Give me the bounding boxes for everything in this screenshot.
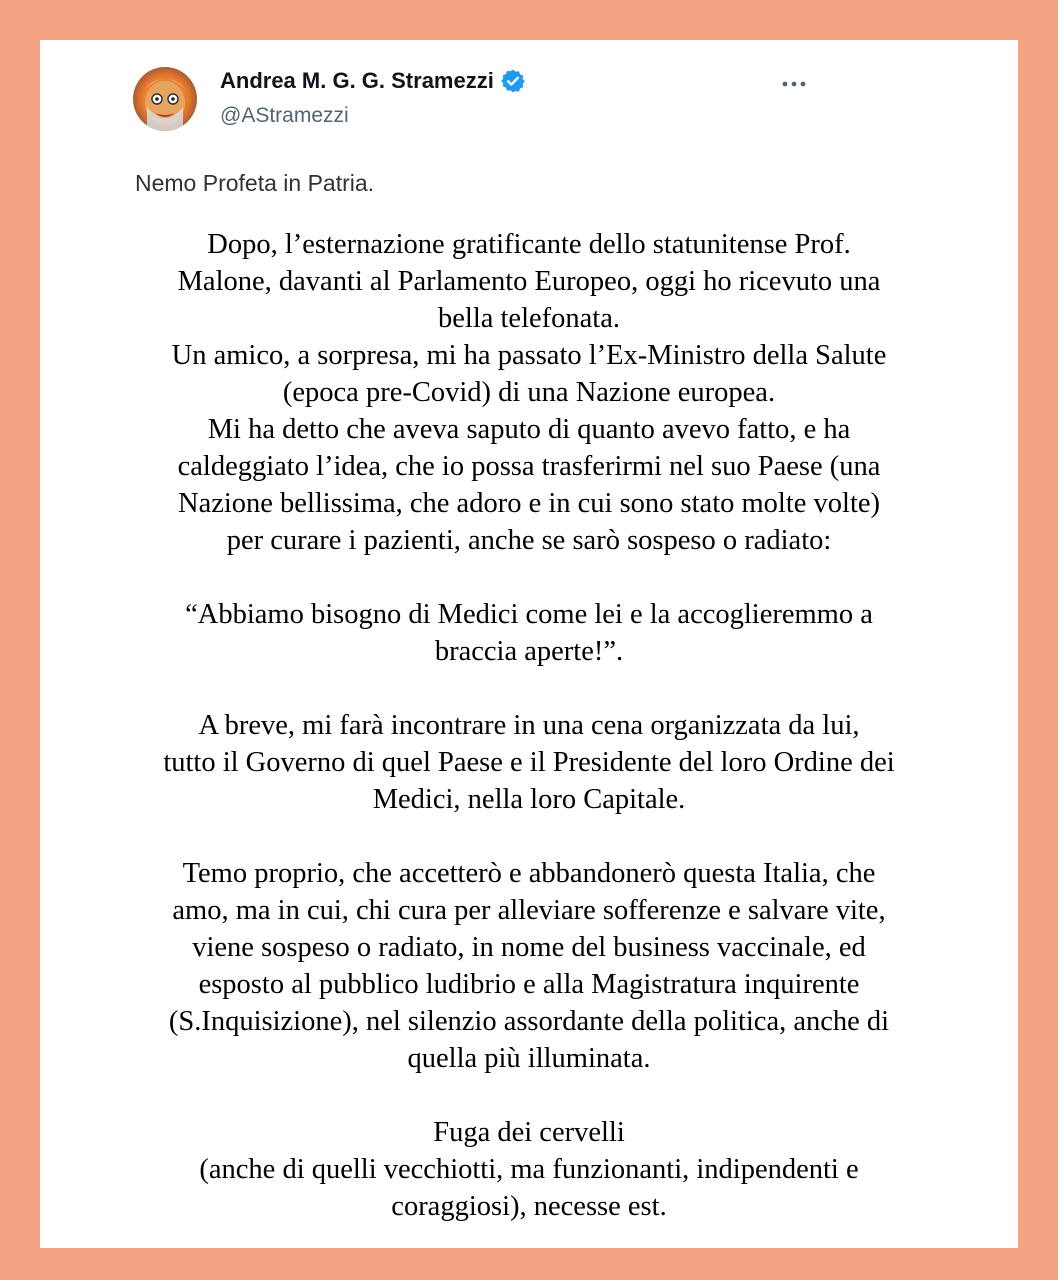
body-line: Dopo, l’esternazione gratificante dello statunitense Prof. — [207, 229, 851, 260]
body-line: braccia aperte!”. — [434, 636, 624, 667]
avatar-photo-icon — [133, 67, 197, 131]
body-line: (anche di quelli vecchiotti, ma funzionanti, indipendenti e — [199, 1154, 859, 1185]
author-handle[interactable]: @AStramezzi — [220, 104, 349, 127]
body-line: Temo proprio, che accetterò e abbandonerò questa Italia, che — [182, 858, 876, 889]
body-line: viene sospeso o radiato, in nome del business vaccinale, ed — [192, 932, 866, 963]
body-line: amo, ma in cui, chi cura per alleviare sofferenze e salvare vite, — [172, 895, 886, 926]
body-line: bella telefonata. — [438, 303, 620, 334]
author-name-text: Andrea M. G. G. Stramezzi — [220, 68, 494, 93]
body-line: esposto al pubblico ludibrio e alla Magistratura inquirente — [198, 969, 860, 1000]
paragraph-gap — [60, 1077, 998, 1114]
author-avatar[interactable] — [133, 67, 197, 131]
body-line: Malone, davanti al Parlamento Europeo, oggi ho ricevuto una — [177, 266, 881, 297]
body-line: (S.Inquisizione), nel silenzio assordante della politica, anche di — [168, 1006, 890, 1037]
author-name[interactable] — [220, 68, 526, 94]
body-line: tutto il Governo di quel Paese e il Presidente del loro Ordine dei — [163, 747, 895, 778]
more-options-icon[interactable] — [778, 72, 810, 96]
body-line: quella più illuminata. — [407, 1043, 651, 1074]
tweet-intro-text: Nemo Profeta in Patria. — [135, 170, 375, 196]
body-line: Un amico, a sorpresa, mi ha passato l’Ex-Ministro della Salute — [171, 340, 887, 371]
body-line: Nazione bellissima, che adoro e in cui sono stato molte volte) — [177, 488, 881, 519]
body-line: Medici, nella loro Capitale. — [372, 784, 686, 815]
body-line: “Abbiamo bisogno di Medici come lei e la accoglieremmo a — [185, 599, 873, 630]
tweet-body-text — [60, 226, 998, 1225]
verified-badge-icon — [500, 68, 526, 94]
body-line: Fuga dei cervelli — [433, 1117, 625, 1148]
paragraph-gap — [60, 670, 998, 707]
paragraph-gap — [60, 818, 998, 855]
body-line: (epoca pre-Covid) di una Nazione europea. — [282, 377, 776, 408]
paragraph-gap — [60, 559, 998, 596]
body-line: A breve, mi farà incontrare in una cena organizzata da lui, — [198, 710, 860, 741]
body-line: per curare i pazienti, anche se sarò sospeso o radiato: — [226, 525, 832, 556]
body-line: Mi ha detto che aveva saputo di quanto avevo fatto, e ha — [207, 414, 851, 445]
body-line: coraggiosi), necesse est. — [391, 1191, 667, 1222]
body-line: caldeggiato l’idea, che io possa trasferirmi nel suo Paese (una — [177, 451, 881, 482]
